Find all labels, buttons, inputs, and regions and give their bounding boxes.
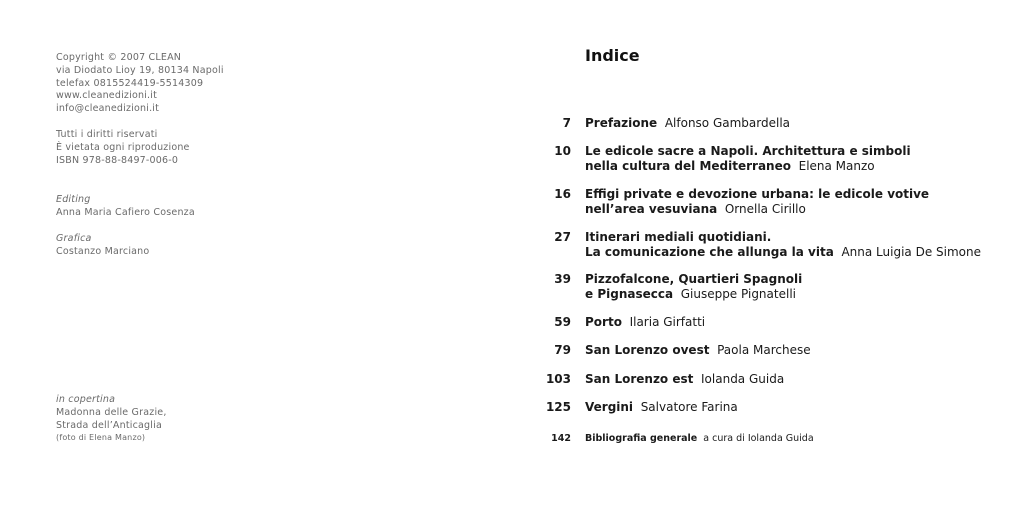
toc-page-number: 7	[562, 116, 571, 130]
toc-page-number: 79	[554, 343, 571, 357]
phone-line: telefax 0815524419-5514309	[56, 77, 204, 89]
toc-title: Effigi private e devozione urbana: le edicole votive	[585, 187, 930, 201]
toc-author: Alfonso Gambardella	[664, 116, 791, 130]
toc-page-number: 125	[545, 400, 571, 414]
toc-title: San Lorenzo ovest	[585, 343, 710, 357]
rights-line: Tutti i diritti riservati	[56, 129, 158, 140]
toc-author: Salvatore Farina	[640, 400, 738, 414]
index-title: Indice	[585, 46, 640, 65]
toc-title: Prefazione	[585, 116, 658, 130]
toc-author: Giuseppe Pignatelli	[680, 287, 796, 301]
editing-label: Editing	[56, 194, 91, 205]
email-line: info@cleanedizioni.it	[56, 103, 160, 115]
toc-title: Le edicole sacre a Napoli. Architettura e simboli	[585, 144, 911, 158]
toc-page-number: 27	[554, 230, 571, 244]
toc-author: Elena Manzo	[798, 159, 875, 173]
toc-page-number: 39	[554, 272, 571, 286]
toc-author: Iolanda Guida	[701, 372, 785, 386]
toc-page-number: 10	[554, 144, 571, 158]
address-line: via Diodato Lioy 19, 80134 Napoli	[56, 64, 224, 76]
toc-title: San Lorenzo est	[585, 372, 694, 386]
toc-author: Anna Luigia De Simone	[841, 245, 981, 259]
toc-author: Paola Marchese	[717, 343, 811, 357]
toc-title-cont: e Pignasecca	[585, 287, 674, 301]
copyright-line: Copyright © 2007 CLEAN	[56, 52, 182, 63]
editing-name: Anna Maria Cafiero Cosenza	[56, 206, 195, 218]
cover-label: in copertina	[56, 394, 116, 405]
toc-page-number: 59	[554, 315, 571, 329]
isbn-line: ISBN 978-88-8497-006-0	[56, 154, 179, 166]
website-line: www.cleanedizioni.it	[56, 90, 158, 102]
cover-line: Strada dell’Anticaglia	[56, 419, 162, 431]
toc-page-number: 16	[554, 187, 571, 201]
toc-title-cont: nell’area vesuviana	[585, 202, 718, 216]
toc-page-number: 103	[545, 372, 571, 386]
colophon-editing	[56, 194, 195, 220]
toc-title: Itinerari mediali quotidiani.	[585, 230, 772, 244]
toc-title-cont: nella cultura del Mediterraneo	[585, 159, 791, 173]
toc-page-number: 142	[551, 433, 571, 444]
colophon-grafica	[56, 233, 149, 259]
cover-line: Madonna delle Grazie,	[56, 406, 167, 418]
colophon-cover	[56, 394, 167, 445]
toc-author: Ilaria Girfatti	[629, 315, 706, 329]
reproduction-line: È vietata ogni riproduzione	[56, 141, 190, 153]
cover-credit: (foto di Elena Manzo)	[56, 433, 146, 443]
toc-author: a cura di Iolanda Guida	[703, 433, 814, 444]
toc-title: Vergini	[585, 400, 634, 414]
grafica-label: Grafica	[56, 233, 92, 244]
toc-author: Ornella Cirillo	[724, 202, 806, 216]
toc-title: Bibliografia generale	[585, 433, 698, 444]
colophon-rights	[56, 129, 190, 167]
grafica-name: Costanzo Marciano	[56, 245, 150, 257]
toc-title: Pizzofalcone, Quartieri Spagnoli	[585, 272, 803, 286]
toc-title: Porto	[585, 315, 622, 329]
toc-title-cont: La comunicazione che allunga la vita	[585, 245, 834, 259]
colophon-contact	[56, 52, 224, 116]
